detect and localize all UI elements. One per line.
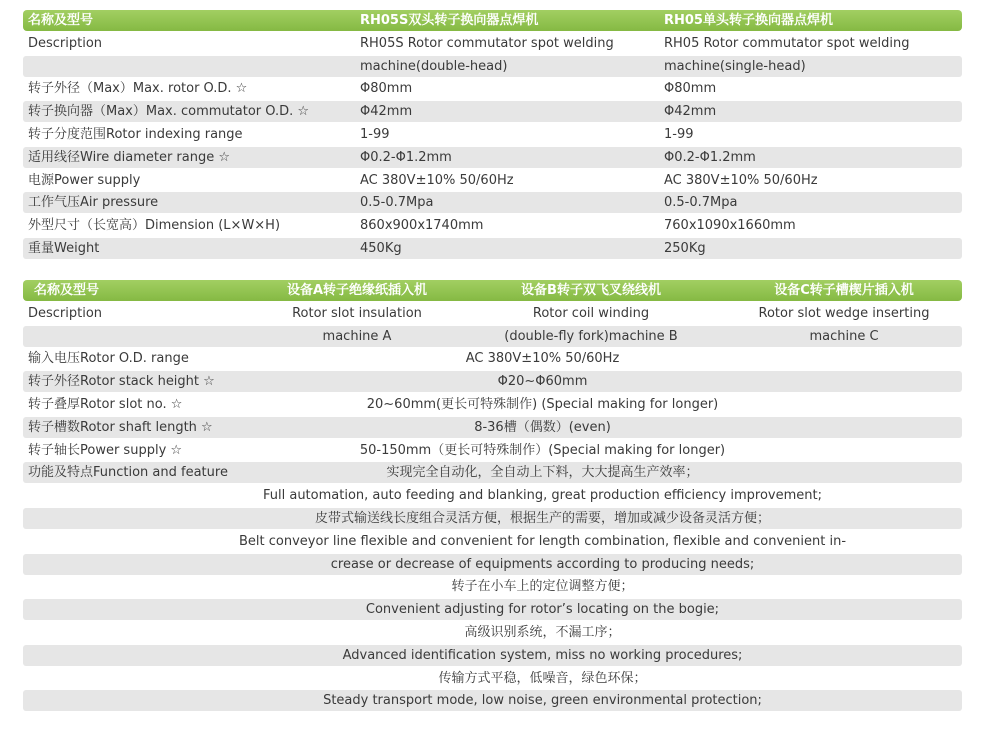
rh05-value: Φ0.2-Φ1.2mm (664, 149, 756, 165)
row-label: 重量Weight (28, 240, 100, 256)
shared-value: 20~60mm(更长可特殊制作) (Special making for longer) (366, 396, 719, 412)
header-cell: 设备B转子双飞叉绕线机 (521, 283, 661, 298)
machine-c-value: machine C (809, 328, 879, 344)
table-row (23, 215, 962, 236)
rh05s-value: 860x900x1740mm (360, 218, 484, 234)
spot-welder-spec-table (23, 10, 962, 261)
table-row (23, 303, 962, 324)
header-cell: RH05单头转子换向器点焊机 (664, 13, 833, 28)
rh05-value: Φ42mm (664, 104, 717, 120)
table-row (23, 417, 962, 438)
row-label: 电源Power supply (28, 172, 141, 188)
machine-b-value: (double-fly fork)machine B (504, 328, 678, 344)
rh05-value: 760x1090x1660mm (664, 218, 796, 234)
table-row (23, 192, 962, 213)
rh05s-value: 0.5-0.7Mpa (360, 195, 434, 211)
rh05s-value: 1-99 (360, 126, 390, 142)
row-label: 工作气压Air pressure (28, 195, 159, 211)
shared-value: Belt conveyor line flexible and convenient for length combination, flexible and convenient in- (238, 533, 847, 549)
shared-value: Advanced identification system, miss no working procedures; (342, 647, 743, 663)
rh05s-value: RH05S Rotor commutator spot welding (360, 35, 614, 51)
header-cell: 设备C转子槽楔片插入机 (774, 283, 914, 298)
machine-c-value: Rotor slot wedge inserting (758, 305, 930, 321)
shared-value: Full automation, auto feeding and blanking, great production efficiency improvement; (262, 488, 822, 504)
rh05-value: Φ80mm (664, 81, 717, 97)
table-row (23, 440, 962, 461)
row-label: Description (28, 35, 103, 51)
rh05-value: 0.5-0.7Mpa (664, 195, 738, 211)
shared-value: 50-150mm（更长可特殊制作）(Special making for longer) (359, 442, 726, 458)
table-row (23, 170, 962, 191)
table-row (23, 531, 962, 552)
table-row (23, 348, 962, 369)
table-row (23, 622, 962, 643)
rh05-value: 250Kg (664, 240, 706, 256)
shared-value: 实现完全自动化，全自动上下料，大大提高生产效率； (386, 465, 699, 481)
table-row (23, 508, 962, 529)
table-row (23, 462, 962, 483)
rh05-value: RH05 Rotor commutator spot welding (664, 35, 910, 51)
shared-value: 皮带式输送线长度组合灵活方便，根据生产的需要，增加或减少设备灵活方便； (314, 510, 770, 526)
header-cell: RH05S双头转子换向器点焊机 (360, 13, 539, 28)
rh05s-value: Φ80mm (360, 81, 413, 97)
shared-value: 转子在小车上的定位调整方便； (451, 579, 634, 595)
rh05s-value: machine(double-head) (360, 58, 508, 74)
table-row (23, 554, 962, 575)
table-header (23, 280, 962, 301)
rh05s-value: 450Kg (360, 240, 402, 256)
table-row (23, 56, 962, 77)
rh05s-value: Φ42mm (360, 104, 413, 120)
table-row (23, 394, 962, 415)
table-row (23, 326, 962, 347)
table-row (23, 147, 962, 168)
table-header (23, 10, 962, 31)
row-label: 转子外径Rotor stack height ☆ (28, 374, 215, 390)
table-row (23, 101, 962, 122)
rh05-value: 1-99 (664, 126, 694, 142)
row-label: 转子轴长Power supply ☆ (28, 442, 183, 458)
shared-value: Convenient adjusting for rotor’s locating on the bogie; (365, 602, 720, 618)
row-label: Description (28, 305, 103, 321)
header-cell: 设备A转子绝缘纸插入机 (286, 283, 428, 298)
rh05-value: machine(single-head) (664, 58, 806, 74)
table-row (23, 124, 962, 145)
row-label: 输入电压Rotor O.D. range (28, 351, 189, 367)
row-label: 转子槽数Rotor shaft length ☆ (28, 419, 213, 435)
table-row (23, 78, 962, 99)
table-row (23, 371, 962, 392)
table-row (23, 668, 962, 689)
shared-value: 传输方式平稳，低噪音，绿色环保； (438, 670, 647, 686)
rh05s-value: Φ0.2-Φ1.2mm (360, 149, 452, 165)
row-label: 转子外径（Max）Max. rotor O.D. ☆ (28, 81, 248, 97)
shared-value: crease or decrease of equipments according to producing needs; (330, 556, 755, 572)
rh05-value: AC 380V±10% 50/60Hz (664, 172, 818, 188)
header-cell: 名称及型号 (34, 283, 100, 298)
rh05s-value: AC 380V±10% 50/60Hz (360, 172, 514, 188)
shared-value: AC 380V±10% 50/60Hz (465, 351, 620, 367)
shared-value: 高级识别系统，不漏工序； (464, 624, 621, 640)
shared-value: Φ20~Φ60mm (497, 374, 588, 390)
table-row (23, 690, 962, 711)
header-cell: 名称及型号 (28, 13, 94, 28)
machine-a-value: machine A (322, 328, 392, 344)
table-row (23, 645, 962, 666)
table-row (23, 599, 962, 620)
shared-value: 8-36槽（偶数）(even) (474, 419, 611, 435)
row-label: 功能及特点Function and feature (28, 465, 228, 481)
row-label: 外型尺寸（长宽高）Dimension (L×W×H) (28, 218, 281, 234)
table-row (23, 576, 962, 597)
shared-value: Steady transport mode, low noise, green environmental protection; (323, 693, 762, 709)
machine-a-value: Rotor slot insulation (292, 305, 422, 321)
table-row (23, 33, 962, 54)
machine-b-value: Rotor coil winding (532, 305, 650, 321)
table-row (23, 238, 962, 259)
row-label: 转子换向器（Max）Max. commutator O.D. ☆ (28, 104, 310, 120)
table-row (23, 485, 962, 506)
rotor-line-spec-table (23, 280, 962, 713)
row-label: 转子叠厚Rotor slot no. ☆ (28, 396, 183, 412)
row-label: 适用线径Wire diameter range ☆ (28, 149, 231, 165)
row-label: 转子分度范围Rotor indexing range (28, 126, 243, 142)
